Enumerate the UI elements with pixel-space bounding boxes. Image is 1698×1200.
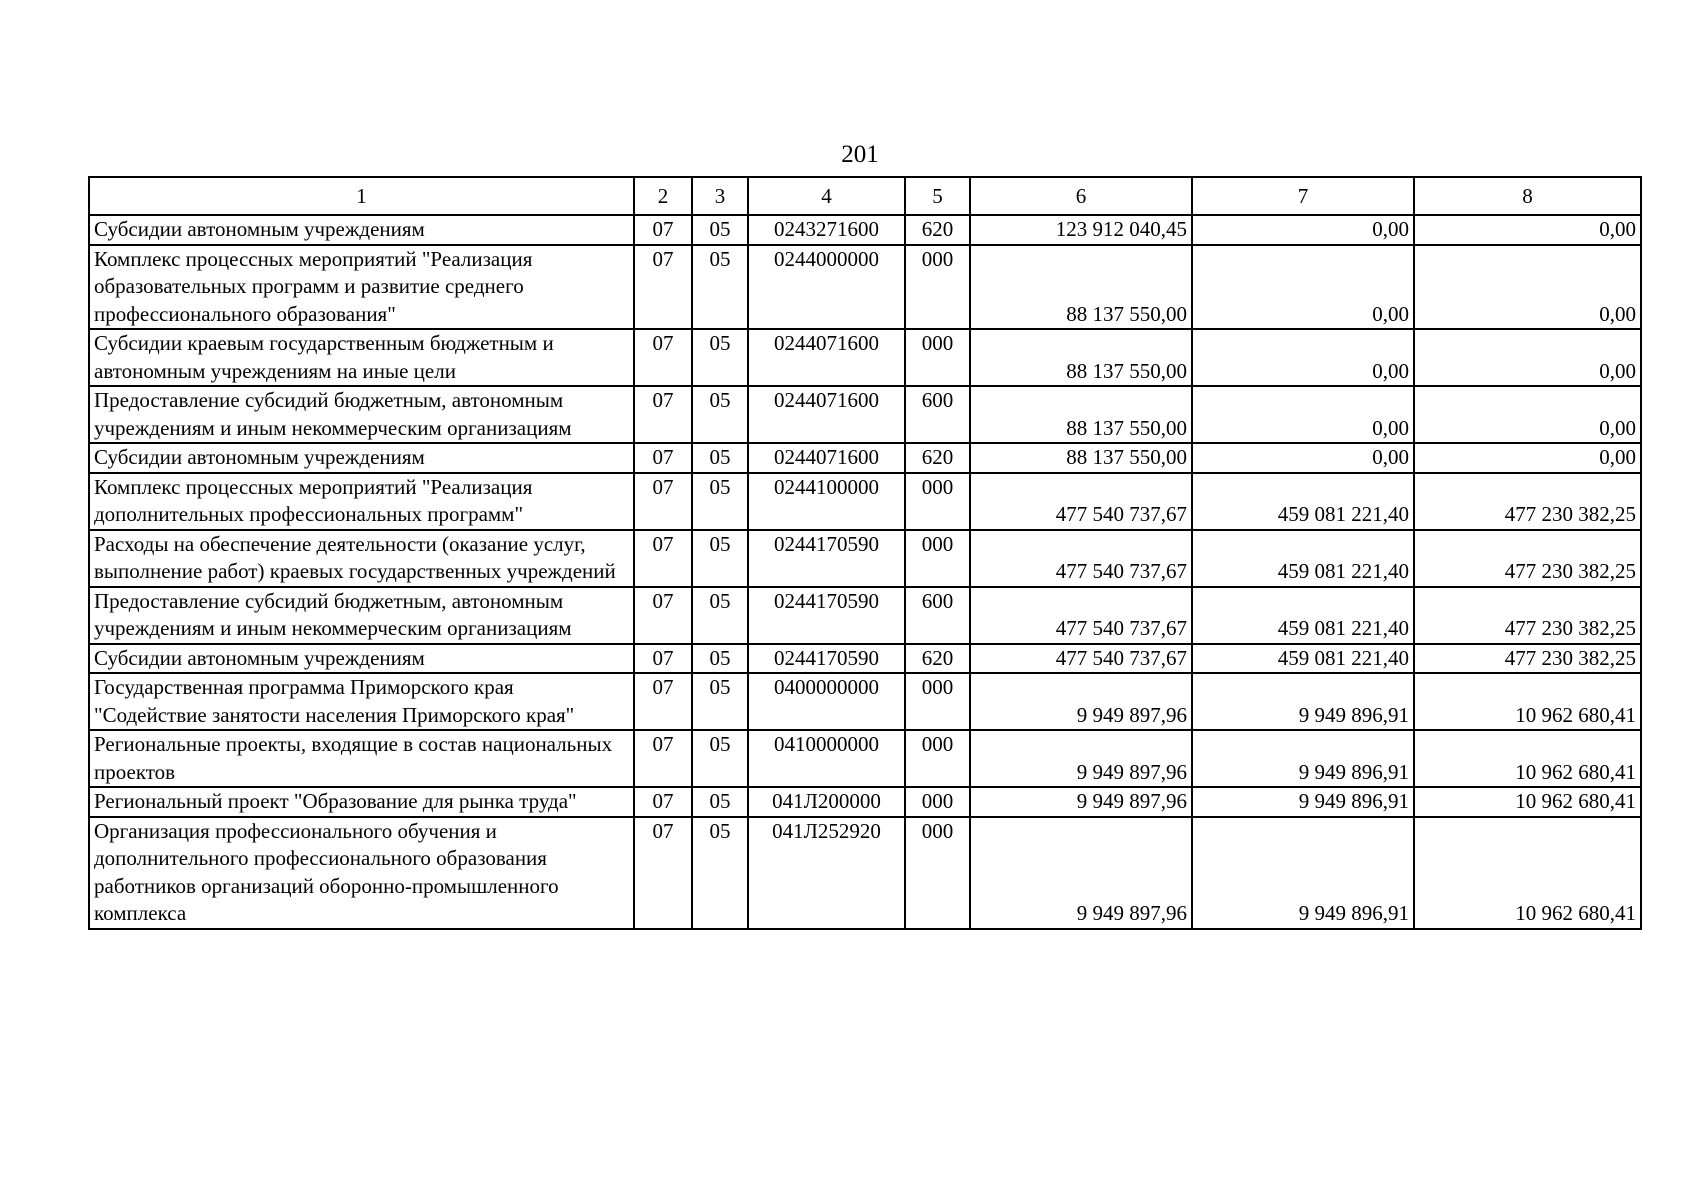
amount-col-6: 123 912 040,45 bbox=[970, 215, 1192, 245]
column-header: 1 bbox=[89, 177, 634, 215]
column-header: 4 bbox=[748, 177, 905, 215]
table-row bbox=[89, 817, 1641, 929]
target-article-code: 0244170590 bbox=[748, 530, 905, 587]
target-article-code: 0243271600 bbox=[748, 215, 905, 245]
table-row bbox=[89, 386, 1641, 443]
subsection-code: 05 bbox=[692, 644, 748, 674]
section-code: 07 bbox=[634, 530, 692, 587]
amount-col-7: 0,00 bbox=[1192, 329, 1414, 386]
expense-type-code: 000 bbox=[905, 329, 970, 386]
row-name: Региональные проекты, входящие в состав национальных проектов bbox=[89, 730, 634, 787]
amount-col-8: 0,00 bbox=[1414, 443, 1641, 473]
amount-col-7: 0,00 bbox=[1192, 386, 1414, 443]
section-code: 07 bbox=[634, 386, 692, 443]
expense-type-code: 620 bbox=[905, 644, 970, 674]
target-article-code: 0410000000 bbox=[748, 730, 905, 787]
expense-type-code: 620 bbox=[905, 215, 970, 245]
amount-col-8: 0,00 bbox=[1414, 386, 1641, 443]
amount-col-7: 9 949 896,91 bbox=[1192, 787, 1414, 817]
expense-type-code: 620 bbox=[905, 443, 970, 473]
section-code: 07 bbox=[634, 817, 692, 929]
amount-col-6: 88 137 550,00 bbox=[970, 329, 1192, 386]
page-number: 201 bbox=[841, 141, 879, 168]
column-header: 6 bbox=[970, 177, 1192, 215]
amount-col-6: 9 949 897,96 bbox=[970, 787, 1192, 817]
row-name: Субсидии краевым государственным бюджетным и автономным учреждениям на иные цели bbox=[89, 329, 634, 386]
target-article-code: 0244000000 bbox=[748, 245, 905, 330]
amount-col-8: 477 230 382,25 bbox=[1414, 530, 1641, 587]
table-row bbox=[89, 245, 1641, 330]
amount-col-7: 9 949 896,91 bbox=[1192, 817, 1414, 929]
section-code: 07 bbox=[634, 245, 692, 330]
expense-type-code: 000 bbox=[905, 787, 970, 817]
amount-col-6: 88 137 550,00 bbox=[970, 245, 1192, 330]
header-row bbox=[89, 177, 1641, 215]
expense-type-code: 600 bbox=[905, 386, 970, 443]
amount-col-6: 477 540 737,67 bbox=[970, 530, 1192, 587]
amount-col-7: 9 949 896,91 bbox=[1192, 730, 1414, 787]
section-code: 07 bbox=[634, 587, 692, 644]
table-row bbox=[89, 787, 1641, 817]
table-row bbox=[89, 329, 1641, 386]
amount-col-7: 9 949 896,91 bbox=[1192, 673, 1414, 730]
target-article-code: 0400000000 bbox=[748, 673, 905, 730]
amount-col-6: 477 540 737,67 bbox=[970, 473, 1192, 530]
subsection-code: 05 bbox=[692, 673, 748, 730]
target-article-code: 0244170590 bbox=[748, 587, 905, 644]
table-row bbox=[89, 473, 1641, 530]
table-row bbox=[89, 443, 1641, 473]
amount-col-7: 0,00 bbox=[1192, 443, 1414, 473]
section-code: 07 bbox=[634, 215, 692, 245]
amount-col-8: 477 230 382,25 bbox=[1414, 644, 1641, 674]
target-article-code: 0244170590 bbox=[748, 644, 905, 674]
column-header: 7 bbox=[1192, 177, 1414, 215]
subsection-code: 05 bbox=[692, 473, 748, 530]
section-code: 07 bbox=[634, 329, 692, 386]
table-row bbox=[89, 215, 1641, 245]
column-header: 3 bbox=[692, 177, 748, 215]
amount-col-8: 0,00 bbox=[1414, 329, 1641, 386]
target-article-code: 0244071600 bbox=[748, 386, 905, 443]
column-header: 8 bbox=[1414, 177, 1641, 215]
row-name: Субсидии автономным учреждениям bbox=[89, 644, 634, 674]
expense-type-code: 000 bbox=[905, 673, 970, 730]
table-row bbox=[89, 673, 1641, 730]
expense-type-code: 000 bbox=[905, 473, 970, 530]
amount-col-8: 10 962 680,41 bbox=[1414, 787, 1641, 817]
column-header: 2 bbox=[634, 177, 692, 215]
target-article-code: 0244071600 bbox=[748, 443, 905, 473]
target-article-code: 041Л252920 bbox=[748, 817, 905, 929]
row-name: Предоставление субсидий бюджетным, автономным учреждениям и иным некоммерческим организациям bbox=[89, 386, 634, 443]
amount-col-8: 477 230 382,25 bbox=[1414, 473, 1641, 530]
expense-type-code: 000 bbox=[905, 530, 970, 587]
subsection-code: 05 bbox=[692, 329, 748, 386]
expense-type-code: 000 bbox=[905, 730, 970, 787]
budget-table bbox=[88, 176, 1642, 930]
amount-col-7: 0,00 bbox=[1192, 245, 1414, 330]
amount-col-8: 0,00 bbox=[1414, 215, 1641, 245]
table-row bbox=[89, 644, 1641, 674]
row-name: Расходы на обеспечение деятельности (оказание услуг, выполнение работ) краевых государственных учреждений bbox=[89, 530, 634, 587]
subsection-code: 05 bbox=[692, 386, 748, 443]
subsection-code: 05 bbox=[692, 215, 748, 245]
amount-col-8: 0,00 bbox=[1414, 245, 1641, 330]
subsection-code: 05 bbox=[692, 587, 748, 644]
target-article-code: 041Л200000 bbox=[748, 787, 905, 817]
amount-col-6: 88 137 550,00 bbox=[970, 386, 1192, 443]
amount-col-7: 459 081 221,40 bbox=[1192, 644, 1414, 674]
row-name: Субсидии автономным учреждениям bbox=[89, 215, 634, 245]
amount-col-8: 10 962 680,41 bbox=[1414, 817, 1641, 929]
amount-col-6: 477 540 737,67 bbox=[970, 587, 1192, 644]
row-name: Комплекс процессных мероприятий "Реализация дополнительных профессиональных программ" bbox=[89, 473, 634, 530]
amount-col-6: 88 137 550,00 bbox=[970, 443, 1192, 473]
amount-col-6: 9 949 897,96 bbox=[970, 817, 1192, 929]
subsection-code: 05 bbox=[692, 787, 748, 817]
expense-type-code: 600 bbox=[905, 587, 970, 644]
amount-col-8: 477 230 382,25 bbox=[1414, 587, 1641, 644]
amount-col-7: 459 081 221,40 bbox=[1192, 587, 1414, 644]
amount-col-6: 9 949 897,96 bbox=[970, 673, 1192, 730]
subsection-code: 05 bbox=[692, 245, 748, 330]
row-name: Региональный проект "Образование для рынка труда" bbox=[89, 787, 634, 817]
table-row bbox=[89, 730, 1641, 787]
section-code: 07 bbox=[634, 473, 692, 530]
amount-col-6: 477 540 737,67 bbox=[970, 644, 1192, 674]
amount-col-7: 0,00 bbox=[1192, 215, 1414, 245]
expense-type-code: 000 bbox=[905, 817, 970, 929]
table-row bbox=[89, 587, 1641, 644]
section-code: 07 bbox=[634, 787, 692, 817]
expense-type-code: 000 bbox=[905, 245, 970, 330]
row-name: Государственная программа Приморского края "Содействие занятости населения Приморского края" bbox=[89, 673, 634, 730]
subsection-code: 05 bbox=[692, 730, 748, 787]
section-code: 07 bbox=[634, 673, 692, 730]
amount-col-8: 10 962 680,41 bbox=[1414, 673, 1641, 730]
row-name: Организация профессионального обучения и дополнительного профессионального образования работников организаций оборонно-промышленного комплекса bbox=[89, 817, 634, 929]
subsection-code: 05 bbox=[692, 443, 748, 473]
amount-col-7: 459 081 221,40 bbox=[1192, 473, 1414, 530]
section-code: 07 bbox=[634, 443, 692, 473]
table-row bbox=[89, 530, 1641, 587]
amount-col-7: 459 081 221,40 bbox=[1192, 530, 1414, 587]
section-code: 07 bbox=[634, 730, 692, 787]
section-code: 07 bbox=[634, 644, 692, 674]
column-header: 5 bbox=[905, 177, 970, 215]
target-article-code: 0244071600 bbox=[748, 329, 905, 386]
target-article-code: 0244100000 bbox=[748, 473, 905, 530]
amount-col-6: 9 949 897,96 bbox=[970, 730, 1192, 787]
subsection-code: 05 bbox=[692, 817, 748, 929]
row-name: Комплекс процессных мероприятий "Реализация образовательных программ и развитие среднего профессионального образования" bbox=[89, 245, 634, 330]
row-name: Предоставление субсидий бюджетным, автономным учреждениям и иным некоммерческим организациям bbox=[89, 587, 634, 644]
amount-col-8: 10 962 680,41 bbox=[1414, 730, 1641, 787]
subsection-code: 05 bbox=[692, 530, 748, 587]
row-name: Субсидии автономным учреждениям bbox=[89, 443, 634, 473]
